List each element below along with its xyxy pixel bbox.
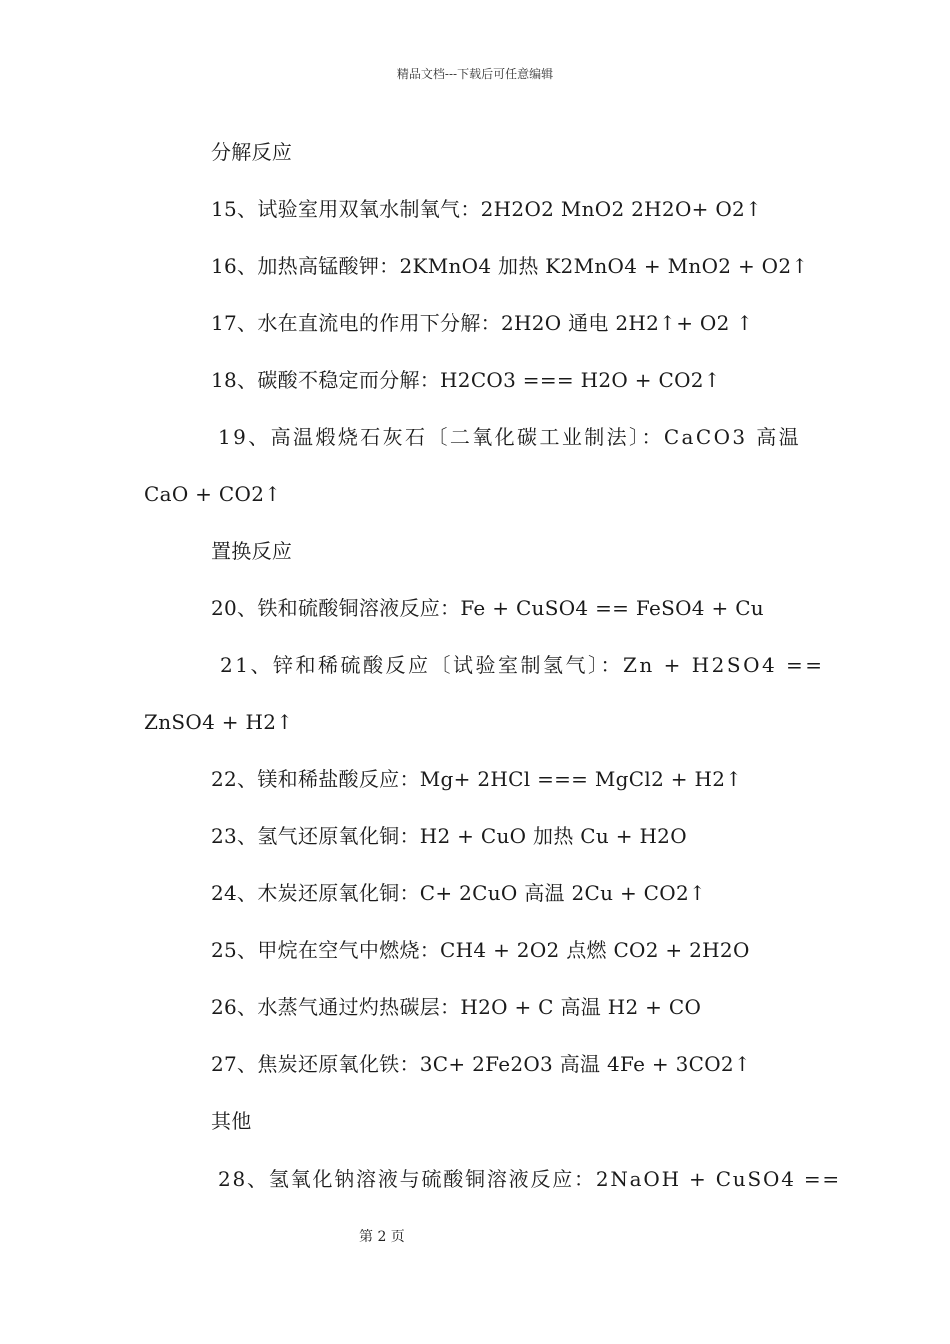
reaction-line-28: 28、氢氧化钠溶液与硫酸铜溶液反应：2NaOH + CuSO4 == [218,1167,841,1191]
reaction-line-22: 22、镁和稀盐酸反应：Mg+ 2HCl === MgCl2 + H2↑ [211,767,743,791]
reaction-line-19: 19、高温煅烧石灰石〔二氧化碳工业制法〕：CaCO3 高温 [218,425,802,449]
reaction-line-24: 24、木炭还原氧化铜：C+ 2CuO 高温 2Cu + CO2↑ [211,881,707,905]
reaction-line-21-cont: ZnSO4 + H2↑ [144,710,294,734]
section-heading-decomposition: 分解反应 [211,140,293,164]
reaction-line-20: 20、铁和硫酸铜溶液反应：Fe + CuSO4 == FeSO4 + Cu [211,596,764,620]
reaction-line-19-cont: CaO + CO2↑ [144,482,282,506]
reaction-line-15: 15、试验室用双氧水制氧气：2H2O2 MnO2 2H2O+ O2↑ [211,197,763,221]
section-heading-other: 其他 [211,1109,252,1133]
reaction-line-23: 23、氢气还原氧化铜：H2 + CuO 加热 Cu + H2O [211,824,687,848]
reaction-line-25: 25、甲烷在空气中燃烧：CH4 + 2O2 点燃 CO2 + 2H2O [211,938,750,962]
reaction-line-18: 18、碳酸不稳定而分解：H2CO3 === H2O + CO2↑ [211,368,721,392]
section-heading-displacement: 置换反应 [211,539,293,563]
page-footer: 第 2 页 [359,1229,405,1245]
page-header: 精品文档---下载后可任意编辑 [396,67,554,81]
reaction-line-21: 21、锌和稀硫酸反应〔试验室制氢气〕：Zn + H2SO4 == [220,653,825,677]
reaction-line-17: 17、水在直流电的作用下分解：2H2O 通电 2H2↑+ O2 ↑ [211,311,754,335]
reaction-line-27: 27、焦炭还原氧化铁：3C+ 2Fe2O3 高温 4Fe + 3CO2↑ [211,1052,752,1076]
reaction-line-26: 26、水蒸气通过灼热碳层：H2O + C 高温 H2 + CO [211,995,702,1019]
reaction-line-16: 16、加热高锰酸钾：2KMnO4 加热 K2MnO4 + MnO2 + O2↑ [211,254,809,278]
